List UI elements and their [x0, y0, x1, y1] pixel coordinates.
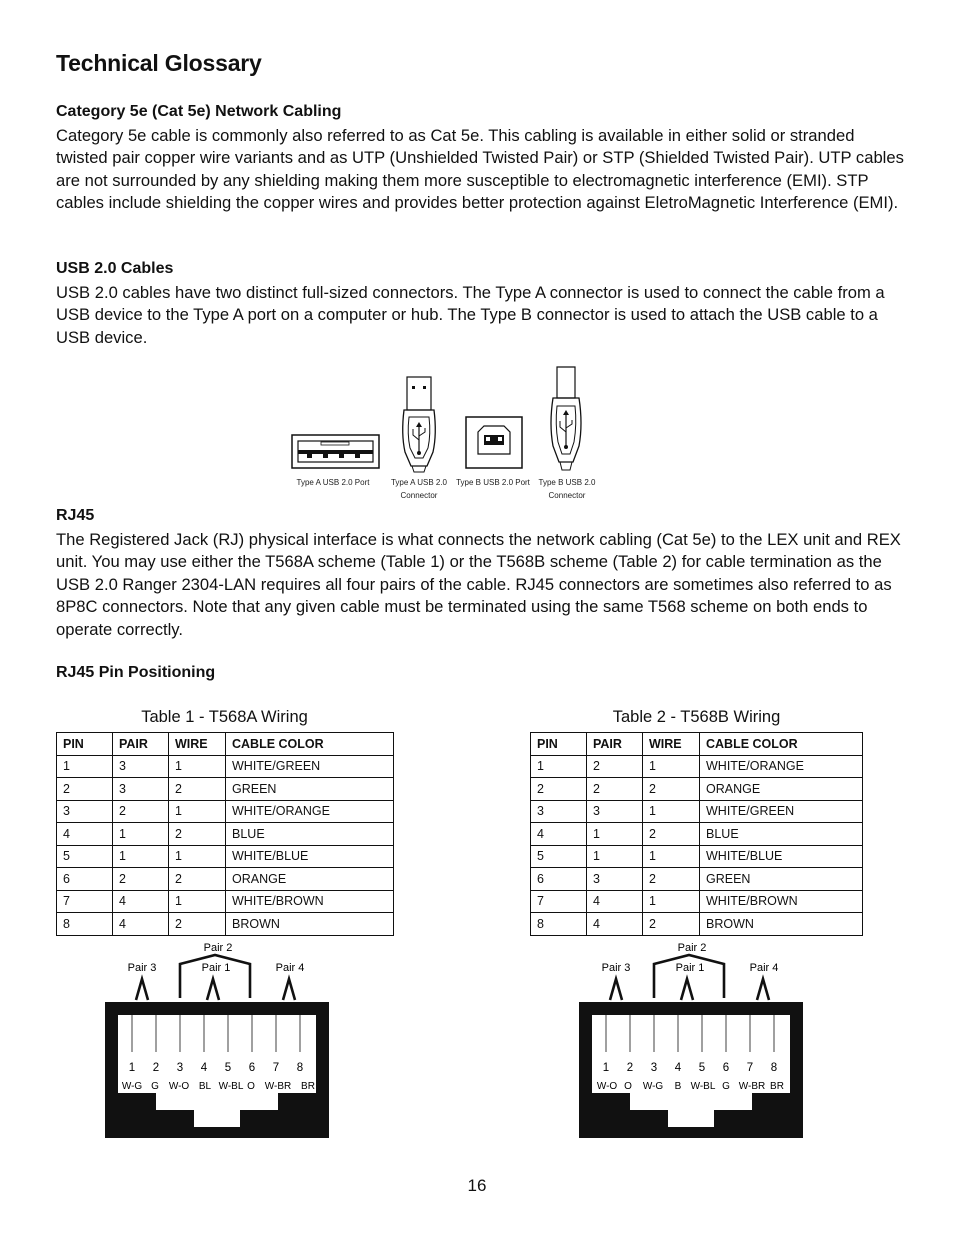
type-b-port-icon: [466, 417, 522, 468]
table-cell: BROWN: [700, 913, 863, 936]
table-cell: 1: [587, 845, 643, 868]
pin-number: 7: [272, 1062, 280, 1074]
table-cell: WHITE/ORANGE: [700, 755, 863, 778]
table-cell: WHITE/ORANGE: [226, 800, 394, 823]
pair-3-label: Pair 3: [127, 962, 157, 974]
table-cell: 2: [643, 823, 700, 846]
table-cell: 3: [113, 778, 169, 801]
wire-label: W-BR: [264, 1081, 292, 1092]
table-cell: 3: [531, 800, 587, 823]
pin-number: 8: [296, 1062, 304, 1074]
table-row: [57, 868, 394, 891]
type-a-port-icon: [292, 435, 379, 468]
wire-label: G: [151, 1081, 159, 1092]
wire-labels: [597, 1081, 784, 1092]
table-row: [57, 890, 394, 913]
wire-label: W-BL: [690, 1081, 716, 1092]
table-cell: 1: [643, 845, 700, 868]
table-cell: 1: [57, 755, 113, 778]
table-cell: 1: [169, 800, 226, 823]
wire-label: BR: [770, 1081, 784, 1092]
table-cell: WHITE/BLUE: [700, 845, 863, 868]
section-body-usb: USB 2.0 cables have two distinct full-sized connectors. The Type A connector is used to connect the cable from a USB device to the Type A port on a computer or hub. The Type B connector is used to attach the USB cable to a USB device.: [56, 283, 885, 347]
table-cell: 2: [587, 778, 643, 801]
pin-number: 4: [674, 1062, 682, 1074]
column-header: PAIR: [113, 733, 169, 756]
wire-label: G: [722, 1081, 730, 1092]
caption-type-b-port: Type B USB 2.0 Port: [456, 478, 530, 487]
table-row: [57, 800, 394, 823]
section-body-rj45: The Registered Jack (RJ) physical interface is what connects the network cabling (Cat 5e) to the LEX unit and REX unit. You may use either the T568A scheme (Table 1) or the T568B scheme (Table 2) for cable termination as the USB 2.0 Ranger 2304-LAN requires all four pairs of the cable. RJ45 connectors are sometimes also referred to as 8P8C connectors. Note that any given cable must be terminated using the same T568 scheme on both ends to operate correctly.: [56, 530, 901, 639]
pin-number: 5: [224, 1062, 232, 1074]
pair-1-label: Pair 1: [201, 962, 231, 974]
column-header: CABLE COLOR: [700, 733, 863, 756]
table-cell: 2: [643, 868, 700, 891]
caption-type-a-port: Type A USB 2.0 Port: [296, 478, 370, 487]
pin-number: 6: [248, 1062, 256, 1074]
table-row: [57, 755, 394, 778]
table-row: [531, 823, 863, 846]
column-header: PAIR: [587, 733, 643, 756]
page-title: Technical Glossary: [56, 50, 262, 76]
type-a-connector-icon: [403, 377, 436, 472]
pin-number: 1: [128, 1062, 136, 1074]
pin-number: 2: [152, 1062, 160, 1074]
table-cell: BROWN: [226, 913, 394, 936]
table-cell: 2: [643, 913, 700, 936]
table-cell: WHITE/GREEN: [226, 755, 394, 778]
section-heading-rj45-pin-positioning: RJ45 Pin Positioning: [56, 664, 216, 681]
table-cell: 3: [587, 800, 643, 823]
table-cell: 2: [169, 823, 226, 846]
table-cell: 8: [57, 913, 113, 936]
table-t568a: [56, 732, 394, 936]
table-cell: 1: [643, 800, 700, 823]
section-heading-cat5e: Category 5e (Cat 5e) Network Cabling: [56, 103, 342, 120]
pin-number: 4: [200, 1062, 208, 1074]
table-cell: 4: [531, 823, 587, 846]
pair-2-label: Pair 2: [677, 942, 707, 954]
table-cell: ORANGE: [226, 868, 394, 891]
table-row: [531, 868, 863, 891]
table-cell: 1: [113, 823, 169, 846]
wire-label: BR: [301, 1081, 315, 1092]
table-cell: 6: [531, 868, 587, 891]
table-t568b: [530, 732, 863, 936]
table-cell: 4: [57, 823, 113, 846]
wire-label: B: [674, 1081, 682, 1092]
table-cell: 1: [113, 845, 169, 868]
section-heading-usb: USB 2.0 Cables: [56, 260, 174, 277]
usb-connector-figure: [285, 362, 605, 502]
rj45-jack-t568a-diagram: [100, 938, 340, 1142]
table-cell: BLUE: [226, 823, 394, 846]
caption-type-a-connector: Type A USB 2.0 Connector: [390, 478, 448, 500]
table-cell: 5: [531, 845, 587, 868]
table-row: [57, 845, 394, 868]
table-2-title: Table 2 - T568B Wiring: [612, 708, 781, 726]
table-cell: 3: [57, 800, 113, 823]
wire-label: W-BR: [738, 1081, 766, 1092]
table-cell: 4: [113, 890, 169, 913]
wire-label: O: [624, 1081, 632, 1092]
pin-number: 3: [650, 1062, 658, 1074]
table-row: [57, 778, 394, 801]
wire-label: W-O: [596, 1081, 618, 1092]
table-header-row: [57, 733, 394, 756]
table-cell: 2: [113, 868, 169, 891]
table-cell: 1: [531, 755, 587, 778]
table-cell: ORANGE: [700, 778, 863, 801]
section-body-cat5e: Category 5e cable is commonly also referred to as Cat 5e. This cabling is available in either solid or stranded twisted pair copper wire variants and as UTP (Unshielded Twisted Pair) or STP (Shielded Twisted Pair). UTP cables are not surrounded by any shielding making them more susceptible to electromagnetic interference (EMI). STP cables include shielding the copper wires and provides better protection against EletroMagnetic Interference (EMI).: [56, 126, 904, 213]
pair-1-label: Pair 1: [675, 962, 705, 974]
pin-numbers: [603, 1062, 777, 1074]
column-header: CABLE COLOR: [226, 733, 394, 756]
table-row: [531, 778, 863, 801]
wire-label: W-G: [121, 1081, 143, 1092]
table-cell: 1: [169, 845, 226, 868]
table-cell: 1: [587, 823, 643, 846]
table-cell: 5: [57, 845, 113, 868]
table-cell: 2: [113, 800, 169, 823]
column-header: PIN: [531, 733, 587, 756]
column-header: WIRE: [169, 733, 226, 756]
pin-number: 2: [626, 1062, 634, 1074]
wire-label: W-G: [642, 1081, 664, 1092]
table-cell: 8: [531, 913, 587, 936]
table-cell: 3: [113, 755, 169, 778]
table-cell: WHITE/GREEN: [700, 800, 863, 823]
column-header: PIN: [57, 733, 113, 756]
table-cell: WHITE/BROWN: [700, 890, 863, 913]
table-cell: 6: [57, 868, 113, 891]
pin-number: 1: [602, 1062, 610, 1074]
table-1-title: Table 1 - T568A Wiring: [141, 708, 308, 726]
table-row: [531, 845, 863, 868]
table-row: [531, 913, 863, 936]
table-cell: WHITE/BROWN: [226, 890, 394, 913]
table-cell: 1: [169, 890, 226, 913]
pin-number: 3: [176, 1062, 184, 1074]
rj45-jack-body: [105, 1002, 329, 1138]
table-cell: 2: [57, 778, 113, 801]
table-row: [57, 913, 394, 936]
table-cell: 7: [57, 890, 113, 913]
pin-number: 8: [770, 1062, 778, 1074]
table-cell: 2: [587, 755, 643, 778]
table-cell: 2: [531, 778, 587, 801]
table-header-row: [531, 733, 863, 756]
wire-label: W-BL: [218, 1081, 244, 1092]
table-cell: BLUE: [700, 823, 863, 846]
type-b-connector-icon: [551, 367, 581, 470]
wire-label: W-O: [168, 1081, 190, 1092]
table-cell: 1: [169, 755, 226, 778]
table-cell: 3: [587, 868, 643, 891]
rj45-jack-body: [579, 1002, 803, 1138]
pair-4-label: Pair 4: [749, 962, 779, 974]
table-cell: 1: [643, 755, 700, 778]
table-cell: 2: [169, 778, 226, 801]
table-cell: 2: [643, 778, 700, 801]
pair-2-label: Pair 2: [203, 942, 233, 954]
table-cell: 1: [643, 890, 700, 913]
wire-labels: [122, 1081, 315, 1092]
table-cell: 4: [113, 913, 169, 936]
table-cell: 2: [169, 913, 226, 936]
caption-type-b-connector: Type B USB 2.0 Connector: [538, 478, 596, 500]
table-cell: WHITE/BLUE: [226, 845, 394, 868]
pin-number: 6: [722, 1062, 730, 1074]
table-cell: GREEN: [700, 868, 863, 891]
table-cell: 2: [169, 868, 226, 891]
table-row: [531, 800, 863, 823]
wire-label: BL: [198, 1081, 212, 1092]
rj45-jack-t568b-diagram: [574, 938, 814, 1142]
table-row: [531, 890, 863, 913]
column-header: WIRE: [643, 733, 700, 756]
pair-4-label: Pair 4: [275, 962, 305, 974]
wire-label: O: [247, 1081, 255, 1092]
table-cell: 4: [587, 913, 643, 936]
section-heading-rj45: RJ45: [56, 507, 95, 524]
pin-contacts: [132, 1015, 300, 1052]
table-cell: GREEN: [226, 778, 394, 801]
table-cell: 4: [587, 890, 643, 913]
table-cell: 7: [531, 890, 587, 913]
table-row: [57, 823, 394, 846]
pair-3-label: Pair 3: [601, 962, 631, 974]
pin-number: 5: [698, 1062, 706, 1074]
pin-contacts: [606, 1015, 774, 1052]
pin-number: 7: [746, 1062, 754, 1074]
pin-numbers: [129, 1062, 303, 1074]
page-number: 16: [467, 1176, 487, 1195]
table-row: [531, 755, 863, 778]
